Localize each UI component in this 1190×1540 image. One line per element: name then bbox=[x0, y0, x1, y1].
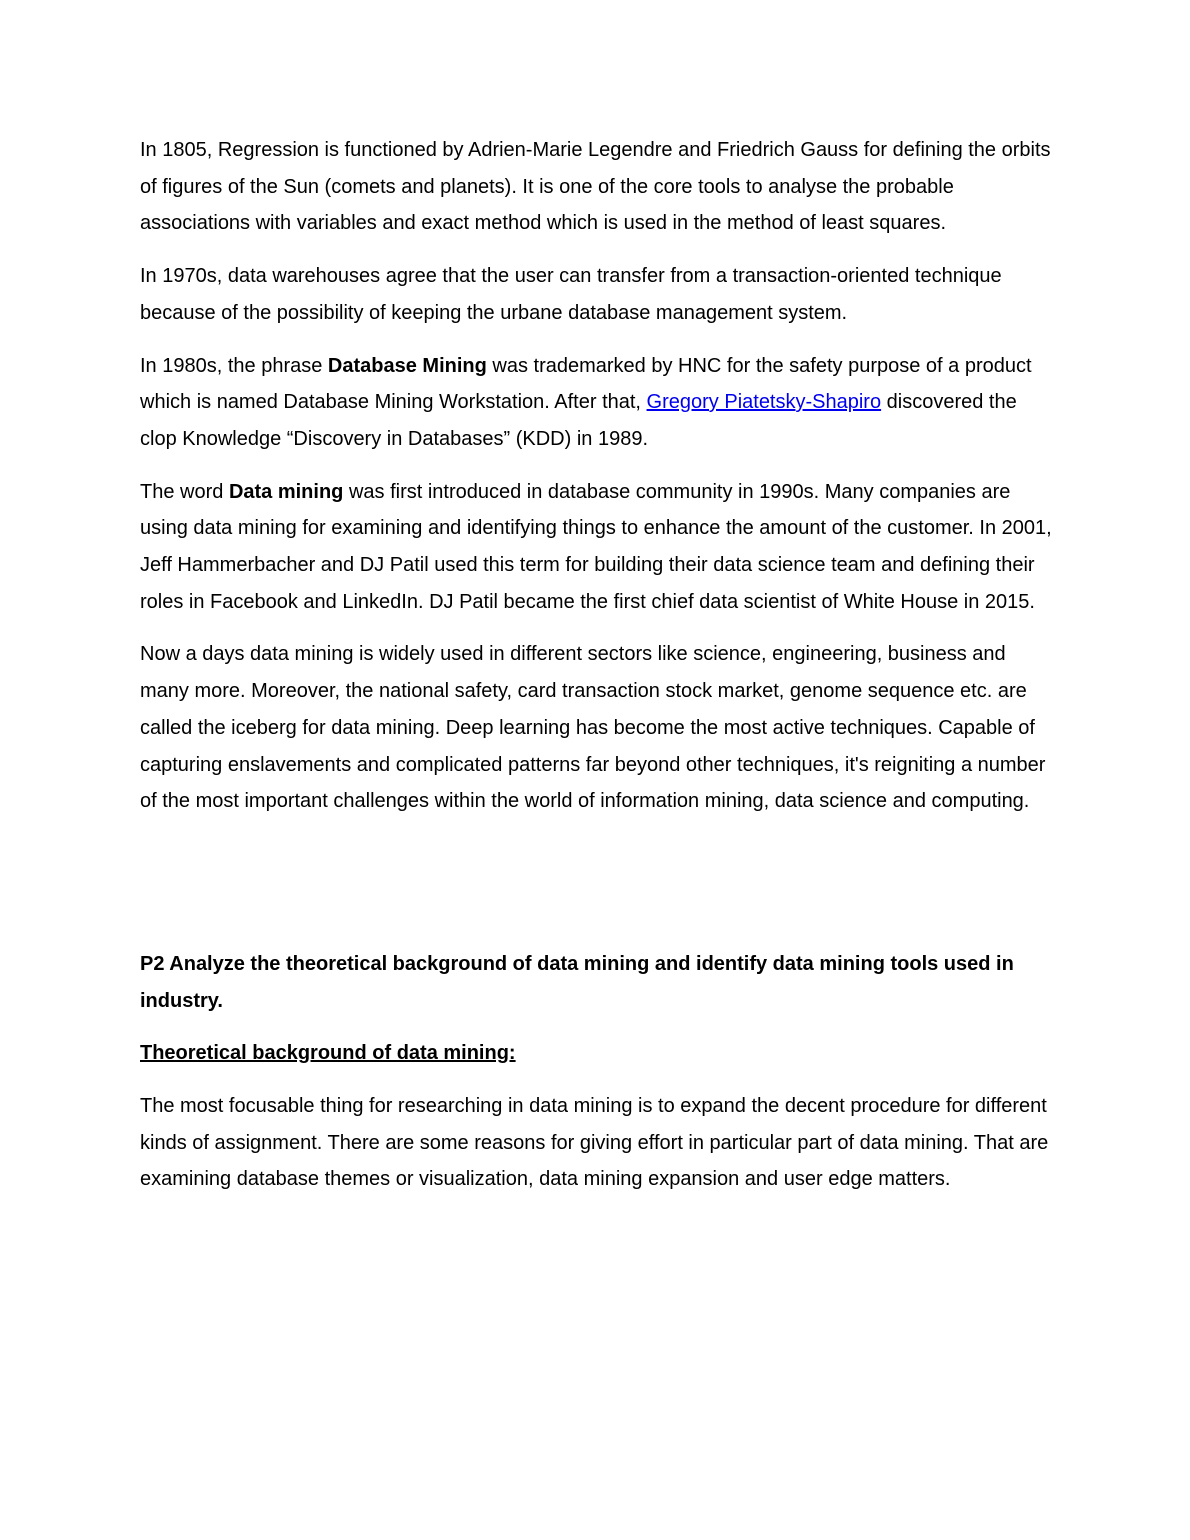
paragraph-data-mining-term bbox=[140, 474, 1055, 621]
link-gregory-piatetsky-shapiro[interactable]: Gregory Piatetsky-Shapiro bbox=[646, 391, 882, 414]
paragraph-modern-usage bbox=[140, 636, 1055, 820]
document-page bbox=[140, 132, 1055, 1214]
paragraph-text: Now a days data mining is widely used in different sectors like science, engineering, business and many more. Moreover, the national safety, card transaction stock market, genome sequence etc. are called the iceberg for data mining. Deep learning has become the most active techniques. Capable of capturing enslavements and complicated patterns far beyond other techniques, it's reigniting a number of the most important challenges within the world of information mining, data science and computing. bbox=[140, 643, 1046, 813]
section-subheading: Theoretical background of data mining: bbox=[140, 1042, 516, 1065]
bold-term-data-mining: Data mining bbox=[228, 480, 344, 503]
paragraph-text: In 1805, Regression is functioned by Adrien-Marie Legendre and Friedrich Gauss for defining the orbits of figures of the Sun (comets and planets). It is one of the core tools to analyse the probable associations with variables and exact method which is used in the method of least squares. bbox=[140, 139, 1051, 235]
paragraph-text-segment: discovered the clop Knowledge “Discovery in Databases” (KDD) in 1989. bbox=[140, 391, 1017, 450]
paragraph-text-segment: The word bbox=[140, 480, 229, 503]
paragraph-text-segment: was trademarked by HNC for the safety purpose of a product which is named Database Mining Workstation. After that, bbox=[140, 354, 1032, 414]
paragraph-theoretical-background bbox=[140, 1088, 1055, 1198]
section-spacer bbox=[140, 836, 1055, 946]
paragraph-text: The most focusable thing for researching in data mining is to expand the decent procedure for different kinds of assignment. There are some reasons for giving effort in particular part of data mining. That are examining database themes or visualization, data mining expansion and user edge matters. bbox=[140, 1095, 1049, 1191]
section-heading: P2 Analyze the theoretical background of data mining and identify data mining tools used in industry. bbox=[140, 952, 1014, 1012]
paragraph-text-segment: In 1980s, the phrase bbox=[140, 354, 328, 377]
paragraph-regression-history bbox=[140, 132, 1055, 242]
bold-term-database-mining: Database Mining bbox=[327, 354, 487, 377]
paragraph-data-warehouses bbox=[140, 258, 1055, 331]
paragraph-text-segment: was first introduced in database community in 1990s. Many companies are using data mining for examining and identifying things to enhance the amount of the customer. In 2001, Jeff Hammerbacher and DJ Patil used this term for building their data science team and defining their roles in Facebook and LinkedIn. DJ Patil became the first chief data scientist of White House in 2015. bbox=[140, 480, 1052, 613]
paragraph-text: In 1970s, data warehouses agree that the user can transfer from a transaction-oriented technique because of the possibility of keeping the urbane database management system. bbox=[140, 265, 1002, 324]
paragraph-database-mining bbox=[140, 348, 1055, 458]
